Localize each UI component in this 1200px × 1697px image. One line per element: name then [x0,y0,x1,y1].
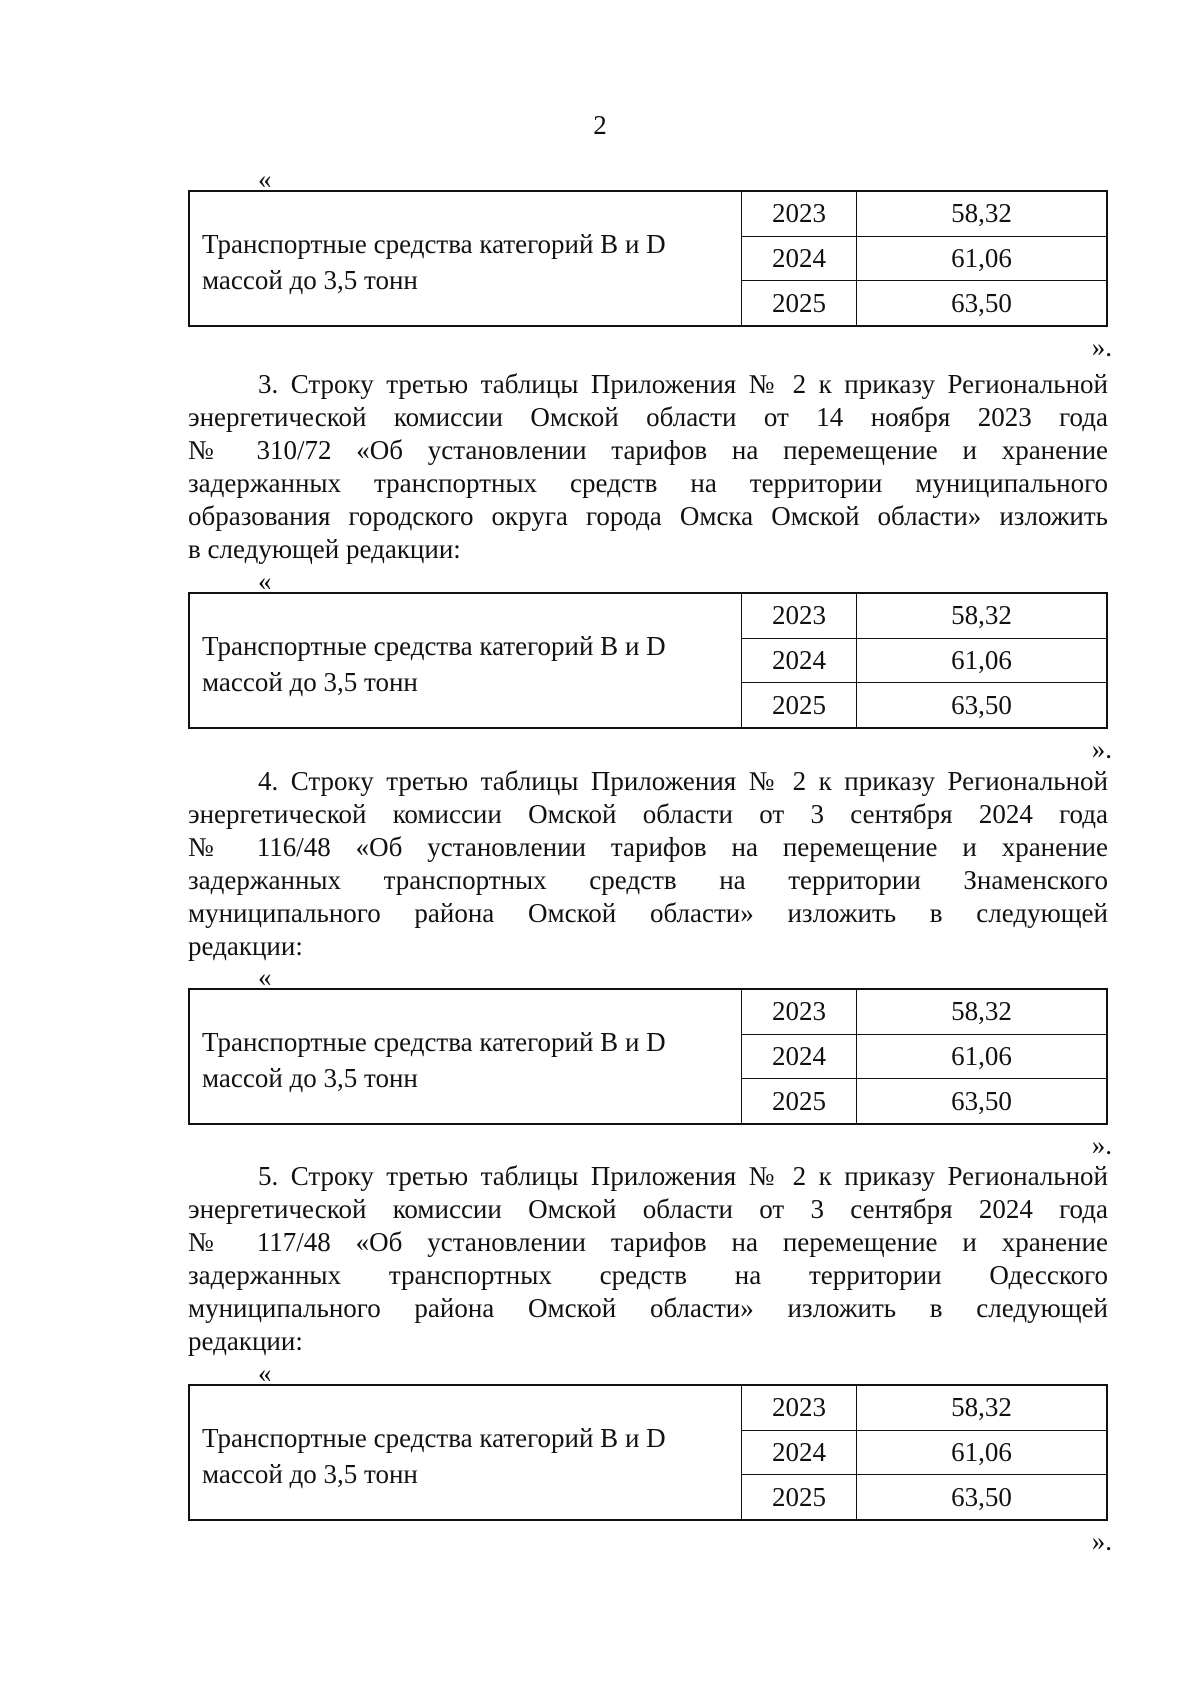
paragraph-line: № 116/48 «Об установлении тарифов на перемещение и хранение [188,832,1108,862]
paragraph-line: 5. Строку третью таблицы Приложения № 2 к приказу Региональной [258,1161,1108,1191]
tariff-value-cell: 58,32 [857,989,1108,1034]
year-cell: 2024 [742,638,857,683]
quote-open: « [258,962,272,992]
tariff-value-cell: 63,50 [857,1475,1108,1520]
page-number: 2 [593,110,607,140]
tariff-value-cell: 61,06 [857,638,1108,683]
paragraph-line: энергетической комиссии Омской области от 14 ноября 2023 года [188,402,1108,432]
paragraph-line: № 117/48 «Об установлении тарифов на перемещение и хранение [188,1227,1108,1257]
paragraph-line: редакции: [188,1326,303,1356]
tariff-value-cell: 58,32 [857,593,1108,638]
tariff-value-cell: 61,06 [857,1430,1108,1475]
year-cell: 2024 [742,236,857,281]
year-cell: 2023 [742,593,857,638]
paragraph-line: энергетической комиссии Омской области от 3 сентября 2024 года [188,799,1108,829]
paragraph-5 [188,1160,1108,1358]
paragraph-line: № 310/72 «Об установлении тарифов на перемещение и хранение [188,435,1108,465]
vehicle-category-cell: Транспортные средства категорий В и D массой до 3,5 тонн [189,593,742,728]
paragraph-line: муниципального района Омской области» изложить в следующей [188,1293,1108,1323]
tariff-value-cell: 61,06 [857,1034,1108,1079]
vehicle-category-cell: Транспортные средства категорий В и D массой до 3,5 тонн [189,191,742,326]
tariff-value-cell: 63,50 [857,281,1108,326]
tariff-table [188,988,1108,1125]
tariff-table [188,190,1108,327]
year-cell: 2025 [742,683,857,728]
tariff-value-cell: 58,32 [857,191,1108,236]
vehicle-category-cell: Транспортные средства категорий В и D массой до 3,5 тонн [189,989,742,1124]
quote-close: ». [1091,1130,1112,1160]
paragraph-line: задержанных транспортных средств на территории Знаменского [188,865,1108,895]
quote-open: « [258,164,272,194]
paragraph-line: задержанных транспортных средств на территории муниципального [188,468,1108,498]
tariff-value-cell: 61,06 [857,236,1108,281]
year-cell: 2024 [742,1430,857,1475]
year-cell: 2023 [742,191,857,236]
paragraph-3 [188,368,1108,566]
quote-close: ». [1091,332,1112,362]
paragraph-line: 4. Строку третью таблицы Приложения № 2 к приказу Региональной [258,766,1108,796]
quote-open: « [258,566,272,596]
paragraph-line: задержанных транспортных средств на территории Одесского [188,1260,1108,1290]
tariff-value-cell: 63,50 [857,683,1108,728]
tariff-value-cell: 63,50 [857,1079,1108,1124]
tariff-value-cell: 58,32 [857,1385,1108,1430]
paragraph-line: редакции: [188,931,303,961]
paragraph-4 [188,765,1108,963]
quote-close: ». [1091,734,1112,764]
tariff-table [188,1384,1108,1521]
tariff-table [188,592,1108,729]
paragraph-line: 3. Строку третью таблицы Приложения № 2 к приказу Региональной [258,369,1108,399]
paragraph-line: образования городского округа города Омска Омской области» изложить [188,501,1108,531]
year-cell: 2023 [742,1385,857,1430]
paragraph-line: муниципального района Омской области» изложить в следующей [188,898,1108,928]
year-cell: 2024 [742,1034,857,1079]
paragraph-line: энергетической комиссии Омской области от 3 сентября 2024 года [188,1194,1108,1224]
year-cell: 2025 [742,1475,857,1520]
year-cell: 2023 [742,989,857,1034]
quote-close: ». [1091,1526,1112,1556]
vehicle-category-cell: Транспортные средства категорий В и D массой до 3,5 тонн [189,1385,742,1520]
paragraph-line: в следующей редакции: [188,534,461,564]
quote-open: « [258,1358,272,1388]
year-cell: 2025 [742,281,857,326]
year-cell: 2025 [742,1079,857,1124]
